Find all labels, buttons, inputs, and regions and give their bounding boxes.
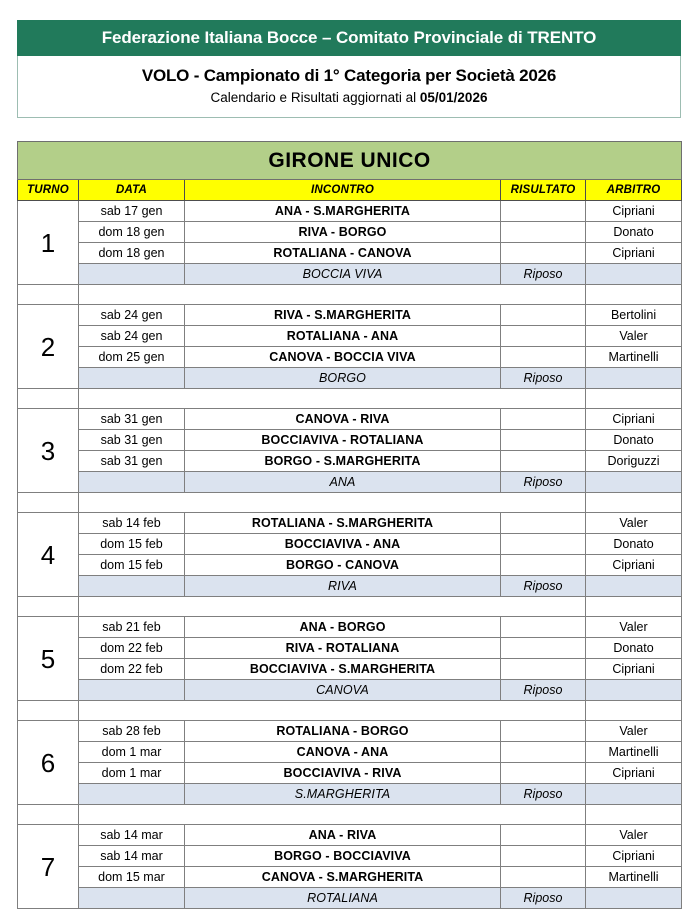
match-date: dom 1 mar bbox=[79, 763, 185, 784]
spacer-cell bbox=[586, 285, 682, 305]
match-teams: BOCCIAVIVA - RIVA bbox=[185, 763, 501, 784]
turno-spacer bbox=[18, 493, 682, 513]
match-result bbox=[501, 742, 586, 763]
match-date: dom 15 feb bbox=[79, 534, 185, 555]
table-row bbox=[18, 347, 682, 368]
table-row bbox=[18, 763, 682, 784]
table-row bbox=[18, 243, 682, 264]
riposo-row bbox=[18, 888, 682, 909]
match-result bbox=[501, 617, 586, 638]
riposo-row bbox=[18, 576, 682, 597]
spacer-cell bbox=[586, 389, 682, 409]
match-referee: Cipriani bbox=[586, 243, 682, 264]
riposo-referee-blank bbox=[586, 784, 682, 805]
match-date: sab 14 feb bbox=[79, 513, 185, 534]
turno-number: 1 bbox=[18, 201, 79, 285]
match-referee: Cipriani bbox=[586, 659, 682, 680]
match-referee: Donato bbox=[586, 638, 682, 659]
title-box bbox=[17, 56, 681, 118]
riposo-referee-blank bbox=[586, 680, 682, 701]
turno-number: 6 bbox=[18, 721, 79, 805]
table-row bbox=[18, 409, 682, 430]
table-row bbox=[18, 846, 682, 867]
match-teams: BOCCIAVIVA - ROTALIANA bbox=[185, 430, 501, 451]
turno-spacer bbox=[18, 285, 682, 305]
riposo-label: Riposo bbox=[501, 264, 586, 285]
match-date: sab 17 gen bbox=[79, 201, 185, 222]
match-teams: CANOVA - BOCCIA VIVA bbox=[185, 347, 501, 368]
match-referee: Cipriani bbox=[586, 409, 682, 430]
riposo-label: Riposo bbox=[501, 680, 586, 701]
match-result bbox=[501, 659, 586, 680]
match-result bbox=[501, 534, 586, 555]
match-referee: Martinelli bbox=[586, 347, 682, 368]
match-date: sab 28 feb bbox=[79, 721, 185, 742]
match-date: dom 22 feb bbox=[79, 659, 185, 680]
table-row bbox=[18, 305, 682, 326]
match-teams: ANA - S.MARGHERITA bbox=[185, 201, 501, 222]
table-row bbox=[18, 638, 682, 659]
table-row bbox=[18, 867, 682, 888]
championship-title: VOLO - Campionato di 1° Categoria per Società 2026 bbox=[141, 66, 557, 85]
spacer-cell bbox=[79, 493, 586, 513]
match-teams: ROTALIANA - ANA bbox=[185, 326, 501, 347]
match-referee: Valer bbox=[586, 721, 682, 742]
riposo-row bbox=[18, 784, 682, 805]
match-teams: ROTALIANA - S.MARGHERITA bbox=[185, 513, 501, 534]
match-result bbox=[501, 721, 586, 742]
turno-number: 3 bbox=[18, 409, 79, 493]
match-teams: ROTALIANA - BORGO bbox=[185, 721, 501, 742]
match-referee: Donato bbox=[586, 222, 682, 243]
match-referee: Donato bbox=[586, 430, 682, 451]
table-row bbox=[18, 326, 682, 347]
match-result bbox=[501, 638, 586, 659]
riposo-referee-blank bbox=[586, 368, 682, 389]
spacer-cell bbox=[79, 285, 586, 305]
match-teams: ROTALIANA - CANOVA bbox=[185, 243, 501, 264]
riposo-date-blank bbox=[79, 368, 185, 389]
match-teams: CANOVA - S.MARGHERITA bbox=[185, 867, 501, 888]
riposo-referee-blank bbox=[586, 264, 682, 285]
column-header-incontro: INCONTRO bbox=[185, 180, 501, 201]
spacer-cell bbox=[18, 805, 79, 825]
turno-spacer bbox=[18, 597, 682, 617]
column-header-data: DATA bbox=[79, 180, 185, 201]
riposo-team: RIVA bbox=[185, 576, 501, 597]
federation-banner: Federazione Italiana Bocce – Comitato Provinciale di TRENTO bbox=[17, 20, 681, 56]
match-referee: Cipriani bbox=[586, 846, 682, 867]
table-row bbox=[18, 430, 682, 451]
match-result bbox=[501, 409, 586, 430]
match-date: dom 22 feb bbox=[79, 638, 185, 659]
riposo-date-blank bbox=[79, 472, 185, 493]
match-result bbox=[501, 430, 586, 451]
riposo-date-blank bbox=[79, 576, 185, 597]
riposo-row bbox=[18, 368, 682, 389]
riposo-team: BORGO bbox=[185, 368, 501, 389]
spacer-cell bbox=[586, 701, 682, 721]
table-row bbox=[18, 555, 682, 576]
match-date: dom 15 mar bbox=[79, 867, 185, 888]
table-row bbox=[18, 742, 682, 763]
match-date: sab 24 gen bbox=[79, 305, 185, 326]
match-date: sab 14 mar bbox=[79, 825, 185, 846]
match-date: dom 25 gen bbox=[79, 347, 185, 368]
spacer-cell bbox=[79, 701, 586, 721]
match-date: dom 1 mar bbox=[79, 742, 185, 763]
spacer-cell bbox=[18, 389, 79, 409]
turno-number: 5 bbox=[18, 617, 79, 701]
riposo-team: CANOVA bbox=[185, 680, 501, 701]
match-teams: BORGO - BOCCIAVIVA bbox=[185, 846, 501, 867]
spacer-cell bbox=[18, 597, 79, 617]
turno-number: 2 bbox=[18, 305, 79, 389]
spacer-cell bbox=[586, 493, 682, 513]
match-teams: BOCCIAVIVA - ANA bbox=[185, 534, 501, 555]
match-teams: RIVA - S.MARGHERITA bbox=[185, 305, 501, 326]
match-result bbox=[501, 243, 586, 264]
match-date: dom 15 feb bbox=[79, 555, 185, 576]
update-date: 05/01/2026 bbox=[419, 90, 488, 105]
match-teams: ANA - RIVA bbox=[185, 825, 501, 846]
turno-number: 4 bbox=[18, 513, 79, 597]
match-referee: Martinelli bbox=[586, 742, 682, 763]
match-result bbox=[501, 763, 586, 784]
match-date: sab 14 mar bbox=[79, 846, 185, 867]
match-result bbox=[501, 326, 586, 347]
riposo-team: BOCCIA VIVA bbox=[185, 264, 501, 285]
turno-spacer bbox=[18, 389, 682, 409]
riposo-team: ANA bbox=[185, 472, 501, 493]
match-referee: Valer bbox=[586, 825, 682, 846]
riposo-label: Riposo bbox=[501, 472, 586, 493]
turno-number: 7 bbox=[18, 825, 79, 909]
update-subtitle-prefix: Calendario e Risultati aggiornati al bbox=[210, 90, 420, 105]
table-row bbox=[18, 534, 682, 555]
match-referee: Cipriani bbox=[586, 763, 682, 784]
match-referee: Valer bbox=[586, 513, 682, 534]
turno-spacer bbox=[18, 805, 682, 825]
riposo-label: Riposo bbox=[501, 784, 586, 805]
match-referee: Valer bbox=[586, 326, 682, 347]
spacer-cell bbox=[18, 701, 79, 721]
match-result bbox=[501, 201, 586, 222]
riposo-row bbox=[18, 264, 682, 285]
spacer-cell bbox=[18, 285, 79, 305]
table-row bbox=[18, 825, 682, 846]
match-referee: Martinelli bbox=[586, 867, 682, 888]
riposo-row bbox=[18, 680, 682, 701]
column-header-risultato: RISULTATO bbox=[501, 180, 586, 201]
calendar-table bbox=[17, 141, 682, 909]
riposo-referee-blank bbox=[586, 888, 682, 909]
match-teams: ANA - BORGO bbox=[185, 617, 501, 638]
spacer-cell bbox=[79, 389, 586, 409]
riposo-team: ROTALIANA bbox=[185, 888, 501, 909]
girone-title-row bbox=[18, 142, 682, 180]
table-row bbox=[18, 451, 682, 472]
riposo-referee-blank bbox=[586, 576, 682, 597]
table-row bbox=[18, 222, 682, 243]
match-date: sab 31 gen bbox=[79, 430, 185, 451]
match-result bbox=[501, 451, 586, 472]
riposo-date-blank bbox=[79, 680, 185, 701]
riposo-row bbox=[18, 472, 682, 493]
riposo-label: Riposo bbox=[501, 368, 586, 389]
update-subtitle bbox=[22, 88, 676, 108]
match-referee: Cipriani bbox=[586, 201, 682, 222]
column-header-row bbox=[18, 180, 682, 201]
match-teams: RIVA - BORGO bbox=[185, 222, 501, 243]
match-teams: CANOVA - ANA bbox=[185, 742, 501, 763]
column-header-turno: TURNO bbox=[18, 180, 79, 201]
riposo-date-blank bbox=[79, 888, 185, 909]
spacer-cell bbox=[79, 597, 586, 617]
table-row bbox=[18, 513, 682, 534]
table-row bbox=[18, 659, 682, 680]
match-result bbox=[501, 222, 586, 243]
match-referee: Valer bbox=[586, 617, 682, 638]
match-result bbox=[501, 555, 586, 576]
match-date: dom 18 gen bbox=[79, 222, 185, 243]
table-row bbox=[18, 617, 682, 638]
match-teams: BORGO - S.MARGHERITA bbox=[185, 451, 501, 472]
match-teams: CANOVA - RIVA bbox=[185, 409, 501, 430]
spacer-cell bbox=[586, 805, 682, 825]
spacer-cell bbox=[586, 597, 682, 617]
riposo-date-blank bbox=[79, 784, 185, 805]
match-result bbox=[501, 305, 586, 326]
document-header bbox=[17, 20, 681, 118]
match-date: sab 31 gen bbox=[79, 451, 185, 472]
match-date: sab 24 gen bbox=[79, 326, 185, 347]
spacer-cell bbox=[18, 493, 79, 513]
match-result bbox=[501, 513, 586, 534]
match-result bbox=[501, 846, 586, 867]
riposo-date-blank bbox=[79, 264, 185, 285]
table-row bbox=[18, 721, 682, 742]
turno-spacer bbox=[18, 701, 682, 721]
match-result bbox=[501, 347, 586, 368]
spacer-cell bbox=[79, 805, 586, 825]
match-referee: Bertolini bbox=[586, 305, 682, 326]
riposo-label: Riposo bbox=[501, 576, 586, 597]
match-teams: RIVA - ROTALIANA bbox=[185, 638, 501, 659]
match-referee: Donato bbox=[586, 534, 682, 555]
match-result bbox=[501, 867, 586, 888]
riposo-label: Riposo bbox=[501, 888, 586, 909]
girone-title: GIRONE UNICO bbox=[18, 142, 682, 180]
riposo-referee-blank bbox=[586, 472, 682, 493]
table-row bbox=[18, 201, 682, 222]
match-date: sab 31 gen bbox=[79, 409, 185, 430]
match-teams: BOCCIAVIVA - S.MARGHERITA bbox=[185, 659, 501, 680]
match-teams: BORGO - CANOVA bbox=[185, 555, 501, 576]
riposo-team: S.MARGHERITA bbox=[185, 784, 501, 805]
match-referee: Doriguzzi bbox=[586, 451, 682, 472]
column-header-arbitro: ARBITRO bbox=[586, 180, 682, 201]
match-date: dom 18 gen bbox=[79, 243, 185, 264]
match-result bbox=[501, 825, 586, 846]
match-referee: Cipriani bbox=[586, 555, 682, 576]
match-date: sab 21 feb bbox=[79, 617, 185, 638]
